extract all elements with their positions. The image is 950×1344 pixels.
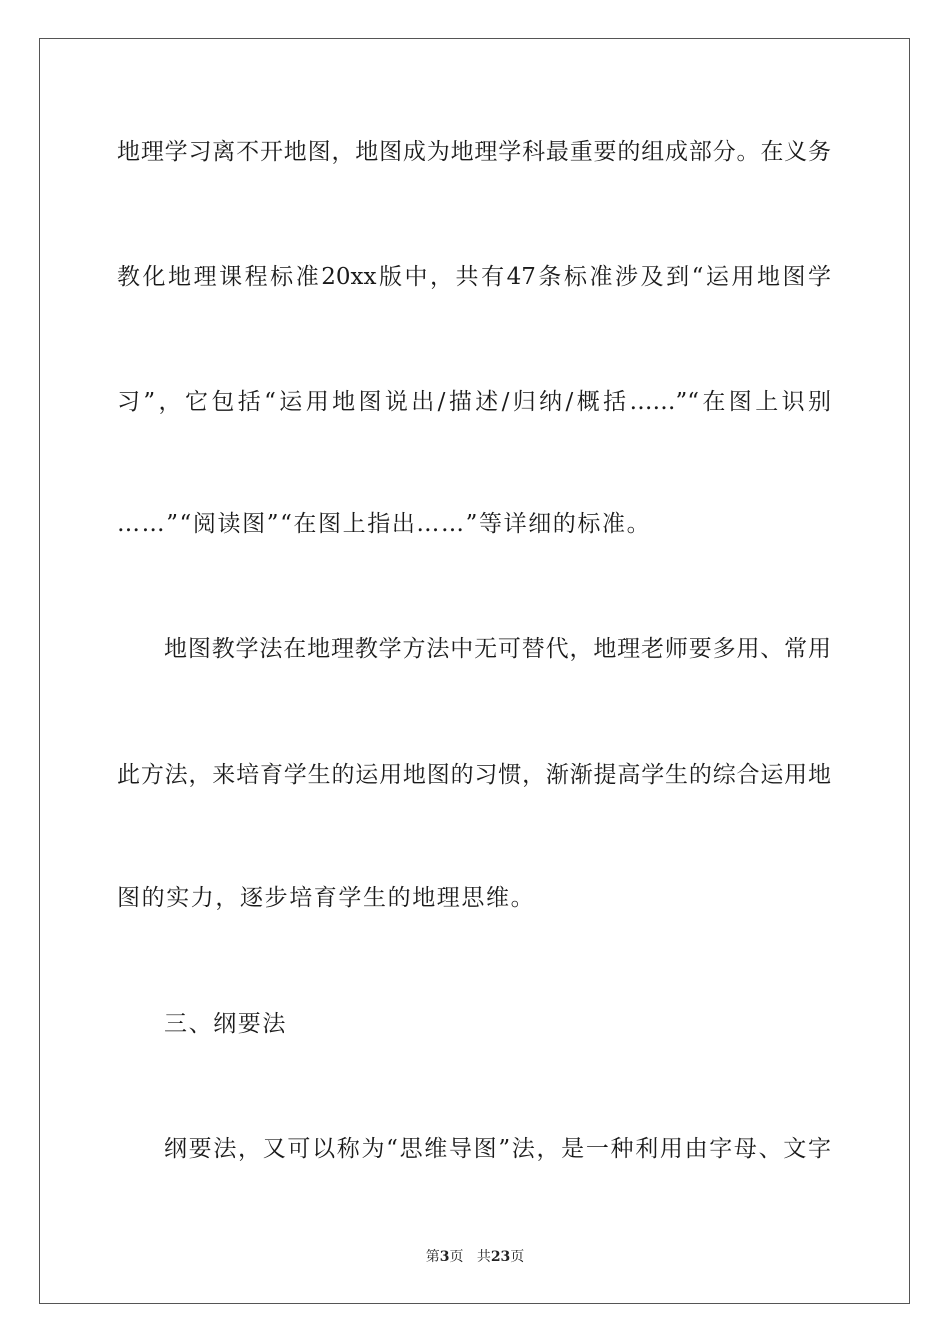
total-pages: 23 (490, 1249, 511, 1265)
paragraph-line: 纲要法，又可以称为“思维导图”法，是一种利用由字母、文字 (164, 1136, 831, 1162)
page-border (39, 38, 910, 1304)
section-heading: 三、纲要法 (164, 1011, 287, 1037)
total-prefix: 共 (476, 1249, 491, 1265)
total-suffix: 页 (510, 1249, 525, 1265)
paragraph-line: 此方法，来培育学生的运用地图的习惯，渐渐提高学生的综合运用地 (117, 762, 831, 788)
paragraph-line: 教化地理课程标准20xx版中，共有47条标准涉及到“运用地图学 (117, 264, 831, 290)
paragraph-line: 地理学习离不开地图，地图成为地理学科最重要的组成部分。在义务 (117, 139, 831, 165)
page-number: 3 (439, 1249, 450, 1265)
page-footer (0, 1248, 950, 1266)
page-prefix: 第 (425, 1249, 440, 1265)
page-suffix: 页 (449, 1249, 464, 1265)
paragraph-line: 习”，它包括“运用地图说出/描述/归纳/概括……”“在图上识别 (117, 389, 831, 415)
paragraph-line: 地图教学法在地理教学方法中无可替代，地理老师要多用、常用 (164, 636, 831, 662)
paragraph-line: 图的实力，逐步培育学生的地理思维。 (117, 885, 536, 911)
paragraph-line: ……”“阅读图”“在图上指出……”等详细的标准。 (117, 511, 652, 537)
